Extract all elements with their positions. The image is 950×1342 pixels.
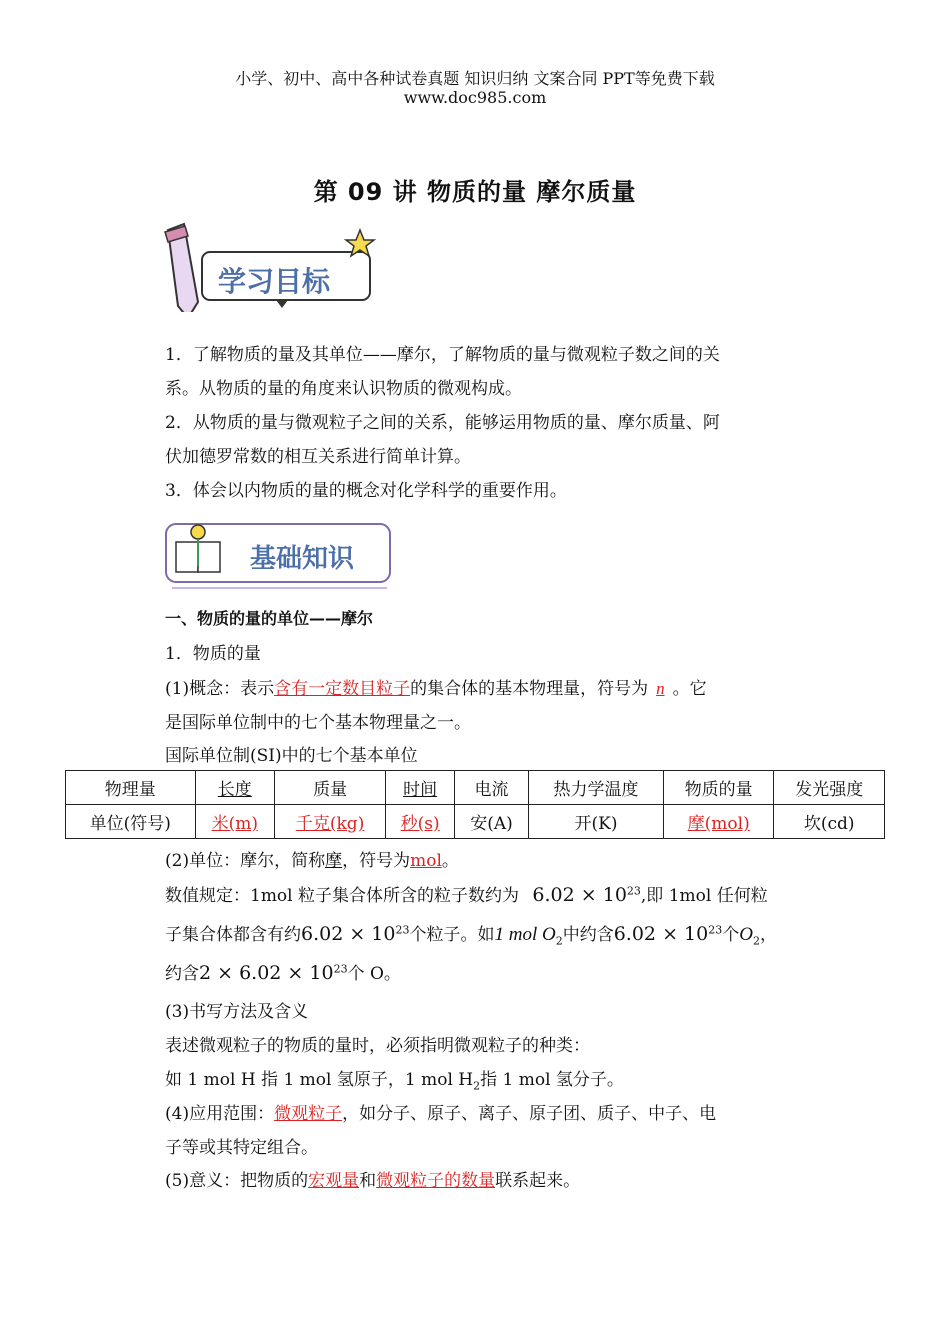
goal-2a: 2．从物质的量与微观粒子之间的关系，能够运用物质的量、摩尔质量、阿 [165,413,720,433]
learning-goals-badge [160,222,380,312]
numeric-line-1: 数值规定：1mol 粒子集合体所含的粒子数约为 $6.02 \times 10^{23}$,即 1mol 任何粒 [165,884,768,906]
si-units-table [65,770,885,839]
table-cell: 发光强度 [774,771,885,805]
table-cell: 物理量 [66,771,196,805]
goal-1a: 1．了解物质的量及其单位——摩尔，了解物质的量与微观粒子数之间的关 [165,345,720,365]
concept-line-2: 是国际单位制中的七个基本物理量之一。 [165,713,471,733]
table-cell: 热力学温度 [529,771,664,805]
table-cell: 摩(mol) [663,805,774,839]
header-line-1: 小学、初中、高中各种试卷真题 知识归纳 文案合同 PPT等免费下载 [235,69,715,88]
numeric-line-2: 子集合体都含有约$6.02 \times 10^{23}$个粒子。如1 mol $O_2$中约含$6.02 \times 10^{23}$个$O_2$， [165,923,777,948]
table-cell: 质量 [275,771,386,805]
goal-3: 3．体会以内物质的量的概念对化学科学的重要作用。 [165,481,567,501]
symbol-answer: n [656,679,665,698]
table-cell: 长度 [195,771,274,805]
concept-line: (1)概念：表示含有一定数目粒子的集合体的基本物理量，符号为 n 。它 [165,679,707,699]
goal-1b: 系。从物质的量的角度来认识物质的微观构成。 [165,379,522,399]
subheading: 1．物质的量 [165,644,261,664]
basic-knowledge-badge [162,518,394,590]
table-cell: 坎(cd) [774,805,885,839]
numeric-line-3: 约含$2 \times 6.02 \times 10^{23}$个 O。 [165,962,401,984]
badge-label: 基础知识 [250,544,355,574]
table-cell: 秒(s) [386,805,455,839]
table-row [66,805,885,839]
section-heading: 一、物质的量的单位——摩尔 [165,609,374,628]
goal-2b: 伏加德罗常数的相互关系进行简单计算。 [165,447,471,467]
table-row [66,771,885,805]
table-cell: 物质的量 [663,771,774,805]
badge-label: 学习目标 [218,265,331,298]
table-cell: 时间 [386,771,455,805]
scope-line-2: 子等或其特定组合。 [165,1138,318,1158]
writing-line-1: 表述微观粒子的物质的量时，必须指明微观粒子的种类： [165,1036,590,1056]
page-title: 第 09 讲 物质的量 摩尔质量 [313,178,637,206]
table-cell: 米(m) [195,805,274,839]
scope-line: (4)应用范围：微观粒子，如分子、原子、离子、原子团、质子、中子、电 [165,1104,717,1124]
table-cell: 电流 [455,771,529,805]
table-cell: 安(A) [455,805,529,839]
meaning-line: (5)意义：把物质的宏观量和微观粒子的数量联系起来。 [165,1171,581,1191]
table-cell: 单位(符号) [66,805,196,839]
table-cell: 开(K) [529,805,664,839]
table-caption: 国际单位制(SI)中的七个基本单位 [165,746,418,766]
writing-title: (3)书写方法及含义 [165,1002,309,1022]
unit-line: (2)单位：摩尔，简称摩，符号为mol。 [165,851,459,871]
header-url: www.doc985.com [403,88,547,107]
table-cell: 千克(kg) [275,805,386,839]
concept-answer: 含有一定数目粒子 [274,679,411,699]
writing-line-2: 如 1 mol H 指 1 mol 氢原子，1 mol $H_2$指 1 mol 氢分子。 [165,1070,624,1093]
